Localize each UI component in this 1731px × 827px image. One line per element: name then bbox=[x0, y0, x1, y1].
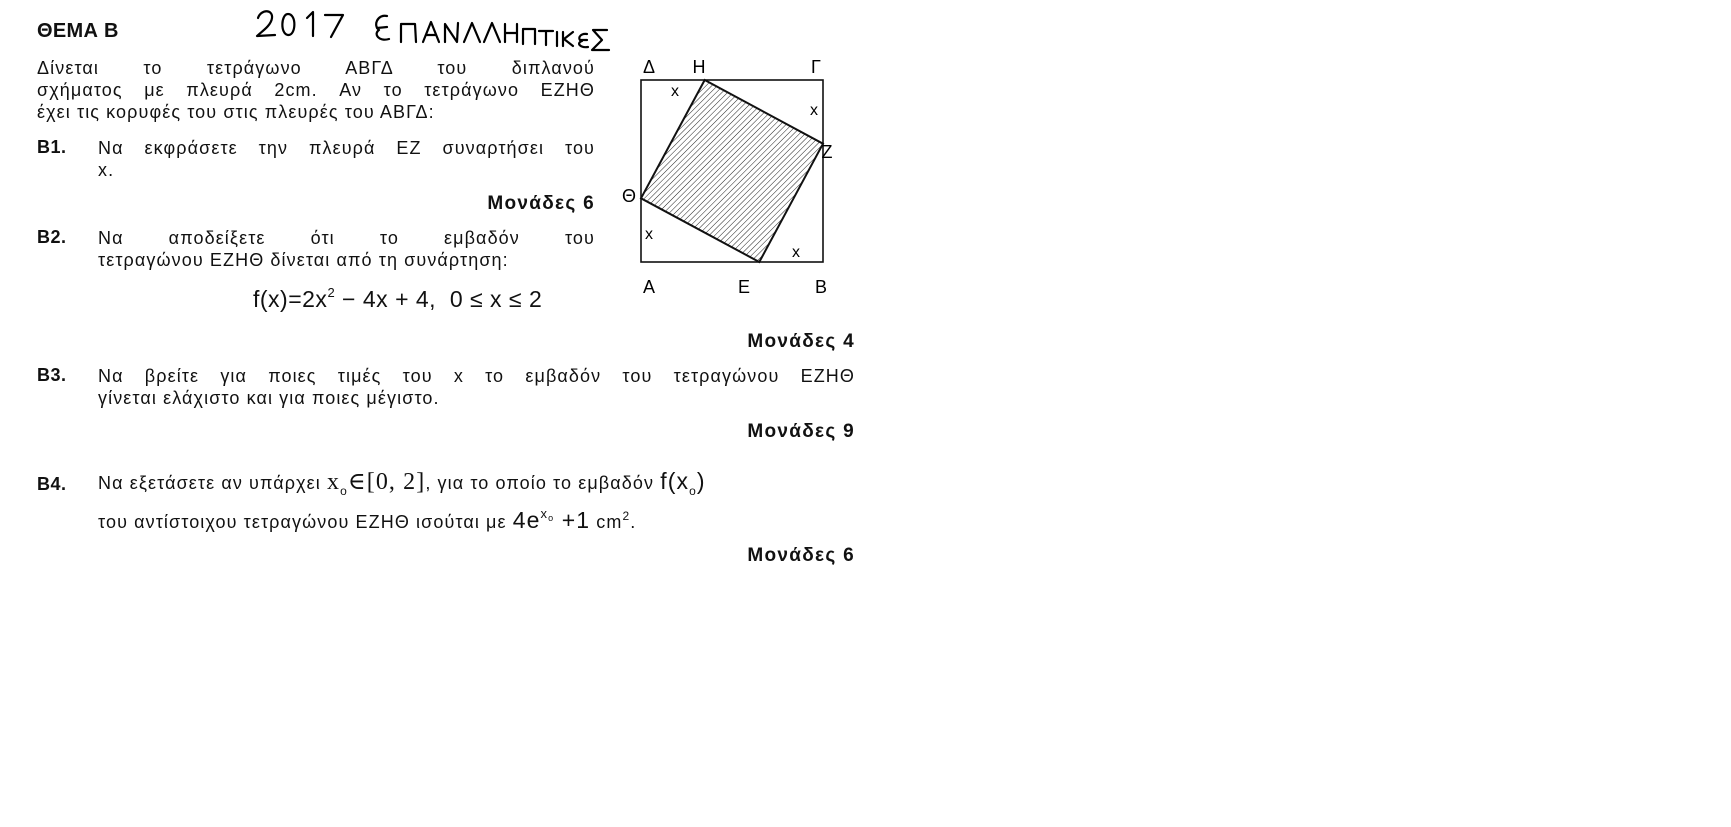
question-b2-line-2: τετραγώνου ΕΖΗΘ δίνεται από τη συνάρτηση: bbox=[98, 250, 509, 270]
points-b4: Μονάδες 6 bbox=[747, 545, 855, 566]
segment-label-top: x bbox=[671, 83, 679, 100]
question-label-b4: Β4. bbox=[37, 474, 67, 494]
points-b3: Μονάδες 9 bbox=[747, 421, 855, 442]
vertex-label-h: Η bbox=[692, 57, 706, 77]
question-label-b2: Β2. bbox=[37, 227, 67, 247]
segment-label-right: x bbox=[810, 102, 818, 119]
segment-label-left: x bbox=[645, 226, 653, 243]
vertex-label-e: Ε bbox=[737, 277, 751, 297]
vertex-label-g: Γ bbox=[811, 57, 821, 77]
question-b1-line-2: x. bbox=[98, 160, 115, 180]
question-b3-line-2: γίνεται ελάχιστο και για ποιες μέγιστο. bbox=[98, 388, 440, 408]
vertex-label-d: Δ bbox=[642, 57, 656, 77]
vertex-label-th: Θ bbox=[621, 186, 637, 206]
segment-label-bottom: x bbox=[792, 244, 800, 261]
question-b2-line-1: Να αποδείξετε ότι το εμβαδόν του bbox=[98, 228, 595, 248]
intro-line-1: Δίνεται το τετράγωνο ΑΒΓΔ του διπλανού bbox=[37, 58, 595, 78]
question-label-b1: Β1. bbox=[37, 137, 67, 157]
question-b4-line-2: του αντίστοιχου τετραγώνου ΕΖΗΘ ισούται με $4e^{xo} +1$ $cm^2$. bbox=[98, 506, 637, 533]
points-b2: Μονάδες 4 bbox=[747, 331, 855, 352]
vertex-label-a: Α bbox=[642, 277, 656, 297]
intro-line-3: έχει τις κορυφές του στις πλευρές του ΑΒΓΔ: bbox=[37, 102, 435, 122]
handwritten-annotation bbox=[255, 4, 635, 54]
inner-square-ezhth bbox=[641, 80, 823, 262]
section-title: ΘΕΜΑ Β bbox=[37, 20, 119, 42]
question-label-b3: Β3. bbox=[37, 365, 67, 385]
points-b1: Μονάδες 6 bbox=[487, 193, 595, 214]
question-b4-line-1: Να εξετάσετε αν υπάρχει $x_o\in[0$, 2], για το οποίο το εμβαδόν $f(x_o)$ bbox=[98, 468, 706, 498]
vertex-label-z: Ζ bbox=[821, 142, 833, 162]
question-b1-line-1: Να εκφράσετε την πλευρά ΕΖ συναρτήσει του bbox=[98, 138, 595, 158]
vertex-label-b: Β bbox=[814, 277, 828, 297]
question-b3-line-1: Να βρείτε για ποιες τιμές του x το εμβαδόν του τετραγώνου ΕΖΗΘ bbox=[98, 366, 855, 386]
square-figure bbox=[615, 52, 855, 304]
intro-line-2: σχήματος με πλευρά 2cm. Αν το τετράγωνο ΕΖΗΘ bbox=[37, 80, 595, 100]
area-function-formula: $f(x)=2x^2 - 4x + 4$, 0 ≤ x ≤ 2 bbox=[253, 285, 543, 312]
